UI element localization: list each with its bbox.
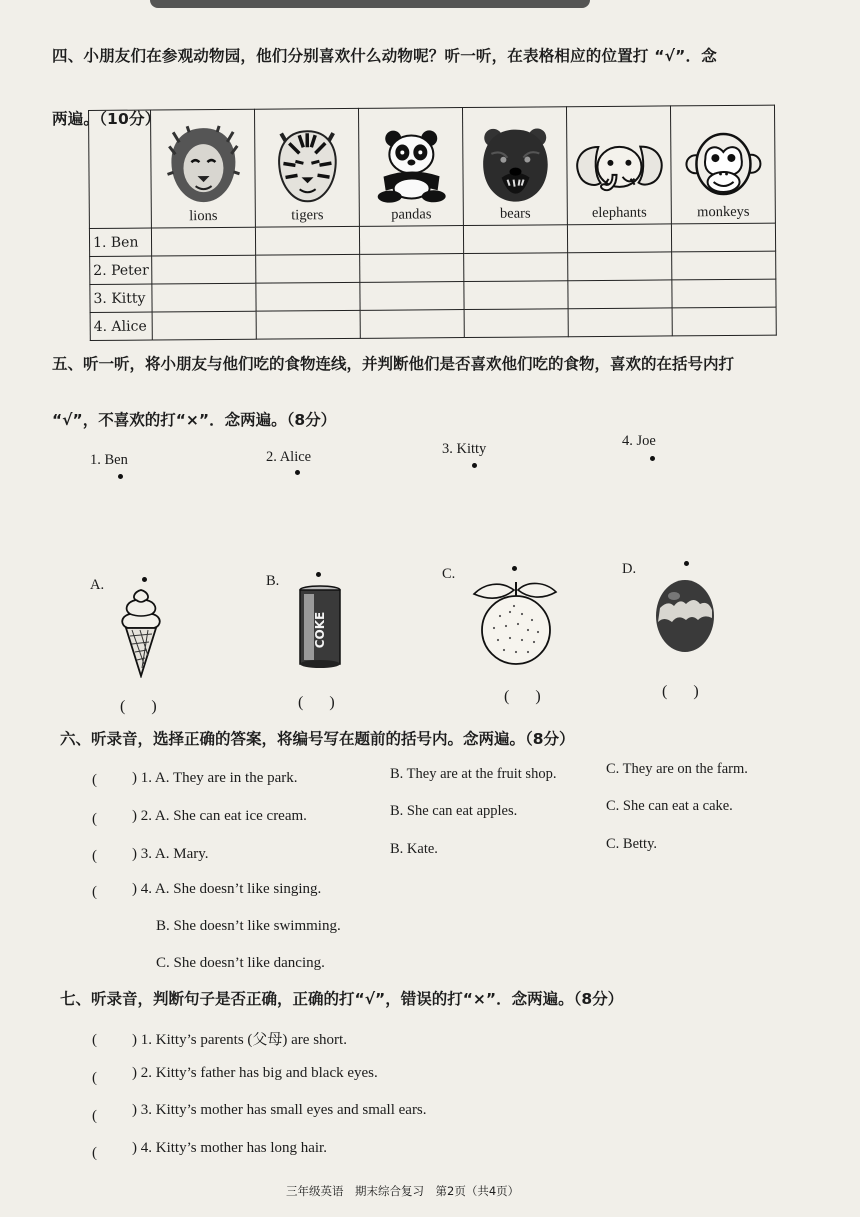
animal-header-tigers	[254, 108, 359, 227]
page-edge-shadow	[150, 0, 590, 8]
food-letter-a: A.	[90, 577, 105, 593]
food-dot-d[interactable]	[684, 561, 689, 566]
monkey-icon	[683, 128, 764, 203]
orange-icon	[470, 576, 562, 668]
food-answer-paren-c[interactable]: ( )	[504, 688, 541, 705]
animal-header-bears	[462, 107, 567, 226]
match-name-ben: 1. Ben	[90, 452, 128, 468]
row-label-ben: 1. Ben	[89, 228, 151, 256]
tiger-icon	[269, 123, 346, 206]
animal-name-elephants: elephants	[591, 204, 647, 222]
q6-1-option-b: B. They are at the fruit shop.	[390, 766, 557, 782]
animal-name-monkeys: monkeys	[697, 203, 750, 221]
q6-4-open-paren[interactable]: (	[92, 884, 97, 900]
food-letter-b: B.	[266, 573, 280, 589]
section5-title-line1: 五、听一听，将小朋友与他们吃的食物连线，并判断他们是否喜欢他们吃的食物，喜欢的在括号内打	[52, 355, 735, 373]
table-corner-cell	[89, 110, 152, 228]
answer-cell[interactable]	[151, 227, 255, 256]
q7-3-statement: ) 3. Kitty’s mother has small eyes and small ears.	[132, 1102, 427, 1118]
food-letter-c: C.	[442, 566, 456, 582]
q7-3-open-paren[interactable]: (	[92, 1108, 97, 1124]
food-dot-b[interactable]	[316, 572, 321, 577]
answer-cell[interactable]	[463, 225, 567, 254]
food-answer-paren-b[interactable]: ( )	[298, 694, 335, 711]
answer-cell[interactable]	[152, 311, 256, 340]
q6-3-option-c: C. Betty.	[606, 836, 658, 852]
q7-1-statement: ) 1. Kitty’s parents (父母) are short.	[132, 1032, 347, 1048]
q6-1-option-c: C. They are on the farm.	[606, 761, 748, 777]
animal-header-monkeys	[670, 105, 775, 224]
lion-icon	[165, 124, 242, 207]
answer-cell[interactable]	[672, 279, 776, 308]
q6-3-open-paren[interactable]: (	[92, 848, 97, 864]
coke-label: COKE	[313, 611, 327, 649]
answer-cell[interactable]	[672, 307, 776, 336]
answer-cell[interactable]	[464, 253, 568, 282]
section4-title-line2: 两遍。（10分）	[52, 110, 161, 128]
food-answer-paren-d[interactable]: ( )	[662, 683, 699, 700]
match-dot-joe[interactable]	[650, 456, 655, 461]
q7-2-statement: ) 2. Kitty’s father has big and black eyes.	[132, 1065, 378, 1081]
row-label-kitty: 3. Kitty	[90, 284, 152, 312]
egg-icon	[652, 574, 718, 654]
q6-4-option-c: C. She doesn’t like dancing.	[156, 955, 325, 971]
answer-cell[interactable]	[567, 224, 671, 253]
food-letter-d: D.	[622, 561, 637, 577]
q6-1-option-a: ) 1. A. They are in the park.	[132, 770, 298, 786]
elephant-icon	[572, 140, 666, 203]
animal-name-pandas: pandas	[391, 206, 432, 223]
section5-title-line2: “√”，不喜欢的打“×”．念两遍。（8分）	[52, 411, 337, 429]
ice-cream-icon	[118, 588, 164, 678]
match-name-alice: 2. Alice	[266, 449, 312, 465]
match-dot-ben[interactable]	[118, 474, 123, 479]
match-name-joe: 4. Joe	[622, 433, 656, 449]
animal-preference-table	[88, 105, 777, 341]
answer-cell[interactable]	[360, 282, 464, 311]
bear-icon	[477, 123, 554, 204]
q6-3-option-b: B. Kate.	[390, 841, 438, 857]
page-footer: 三年级英语 期末综合复习 第2页（共4页）	[286, 1184, 520, 1198]
animal-name-lions: lions	[189, 207, 218, 225]
match-dot-alice[interactable]	[295, 470, 300, 475]
animal-header-lions	[151, 109, 256, 228]
q6-4-option-b: B. She doesn’t like swimming.	[156, 918, 341, 934]
answer-cell[interactable]	[360, 310, 464, 339]
q7-4-open-paren[interactable]: (	[92, 1145, 97, 1161]
section7-title: 七、听录音，判断句子是否正确，正确的打“√”，错误的打“×”．念两遍。（8分）	[60, 990, 624, 1008]
row-label-peter: 2. Peter	[90, 256, 152, 284]
section6-title: 六、听录音，选择正确的答案，将编号写在题前的括号内。念两遍。（8分）	[60, 730, 575, 748]
animal-header-elephants	[566, 106, 671, 225]
answer-cell[interactable]	[568, 252, 672, 281]
q6-1-open-paren[interactable]: (	[92, 772, 97, 788]
coke-can-icon	[296, 584, 344, 670]
food-answer-paren-a[interactable]: ( )	[120, 698, 157, 715]
q6-4-option-a: ) 4. A. She doesn’t like singing.	[132, 881, 322, 897]
answer-cell[interactable]	[256, 310, 360, 339]
answer-cell[interactable]	[672, 251, 776, 280]
answer-cell[interactable]	[152, 255, 256, 284]
food-dot-a[interactable]	[142, 577, 147, 582]
answer-cell[interactable]	[256, 254, 360, 283]
answer-cell[interactable]	[671, 223, 775, 252]
row-label-alice: 4. Alice	[90, 312, 152, 340]
q6-2-option-b: B. She can eat apples.	[390, 803, 518, 819]
match-name-kitty: 3. Kitty	[442, 441, 487, 457]
answer-cell[interactable]	[568, 308, 672, 337]
q6-2-open-paren[interactable]: (	[92, 811, 97, 827]
section4-title-line1: 四、小朋友们在参观动物园，他们分别喜欢什么动物呢？听一听，在表格相应的位置打 “√”．念	[52, 47, 717, 65]
animal-name-bears: bears	[499, 205, 531, 222]
q7-4-statement: ) 4. Kitty’s mother has long hair.	[132, 1140, 327, 1156]
panda-icon	[375, 128, 448, 205]
answer-cell[interactable]	[152, 283, 256, 312]
food-dot-c[interactable]	[512, 566, 517, 571]
answer-cell[interactable]	[464, 281, 568, 310]
q7-2-open-paren[interactable]: (	[92, 1070, 97, 1086]
animal-header-pandas	[358, 108, 463, 227]
q6-2-option-a: ) 2. A. She can eat ice cream.	[132, 808, 307, 824]
q6-2-option-c: C. She can eat a cake.	[606, 798, 733, 814]
answer-cell[interactable]	[359, 226, 463, 255]
answer-cell[interactable]	[256, 282, 360, 311]
answer-cell[interactable]	[255, 226, 359, 255]
q7-1-open-paren[interactable]: (	[92, 1032, 97, 1048]
answer-cell[interactable]	[360, 254, 464, 283]
answer-cell[interactable]	[464, 309, 568, 338]
q6-3-option-a: ) 3. A. Mary.	[132, 846, 209, 862]
animal-name-tigers: tigers	[291, 207, 324, 224]
match-dot-kitty[interactable]	[472, 463, 477, 468]
answer-cell[interactable]	[568, 280, 672, 309]
